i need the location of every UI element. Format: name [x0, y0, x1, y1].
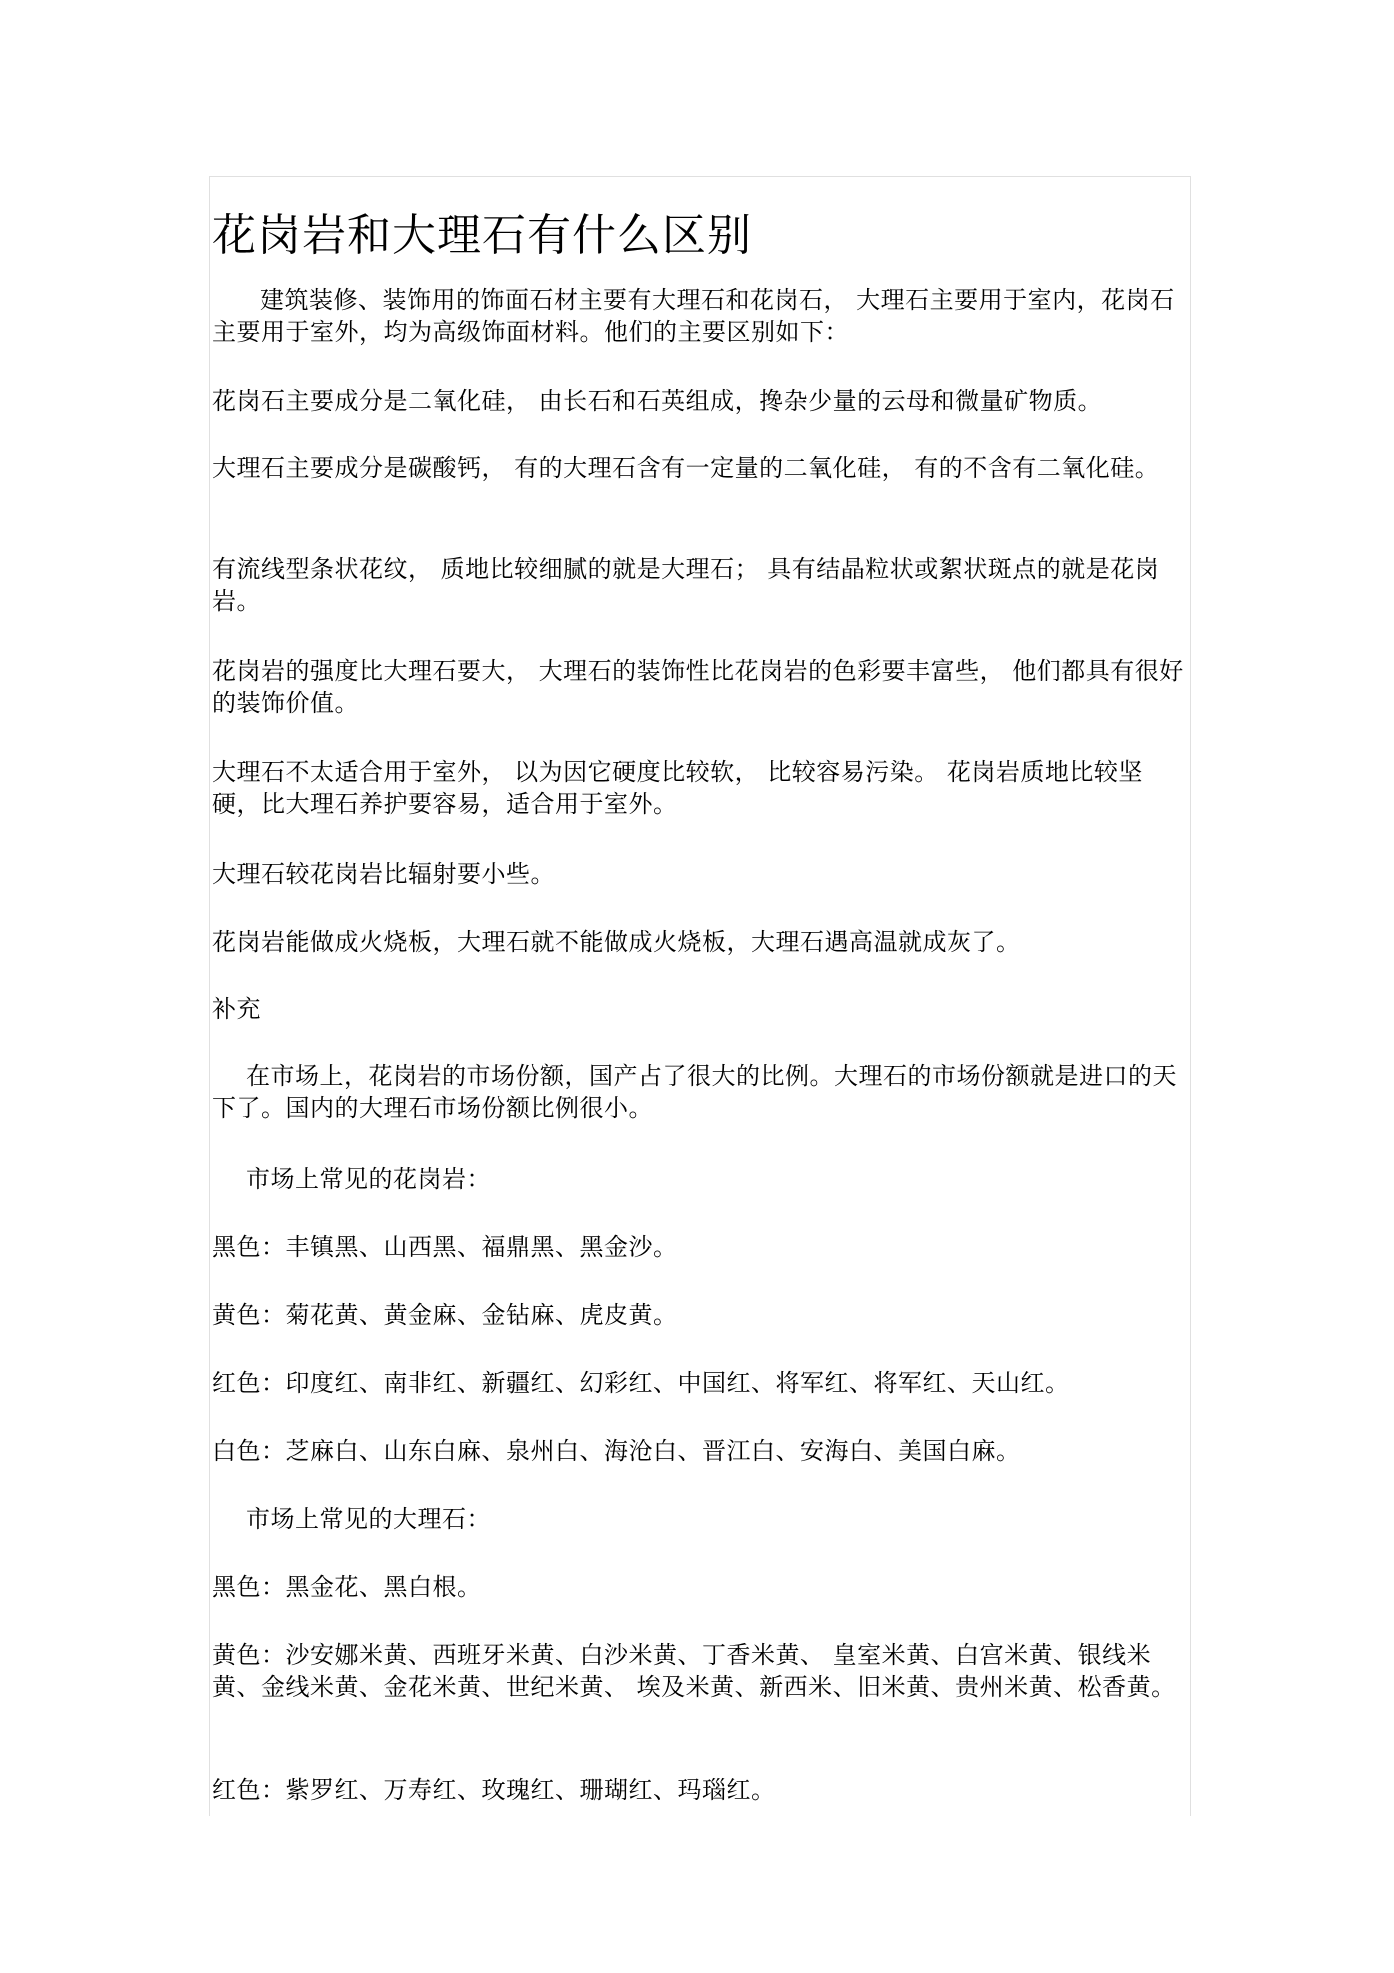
paragraph-common-marble-heading: 市场上常见的大理石： [246, 1505, 491, 1533]
paragraph-market-share: 在市场上，花岗岩的市场份额，国产占了很大的比例。大理石的市场份额就是进口的天下了。国内的大理石市场份额比例很小。 [212, 1062, 1177, 1122]
paragraph-strength: 花岗岩的强度比大理石要大， 大理石的装饰性比花岗岩的色彩要丰富些， 他们都具有很好的装饰价值。 [212, 657, 1184, 717]
document-title: 花岗岩和大理石有什么区别 [212, 210, 752, 261]
paragraph-marble-black: 黑色：黑金花、黑白根。 [212, 1573, 482, 1601]
paragraph-common-granite-heading: 市场上常见的花岗岩： [246, 1165, 491, 1193]
paragraph-outdoor-use: 大理石不太适合用于室外， 以为因它硬度比较软， 比较容易污染。 花岗岩质地比较坚硬，比大理石养护要容易，适合用于室外。 [212, 758, 1143, 818]
paragraph-granite-white: 白色：芝麻白、山东白麻、泉州白、海沧白、晋江白、安海白、美国白麻。 [212, 1437, 1021, 1465]
paragraph-texture: 有流线型条状花纹， 质地比较细腻的就是大理石； 具有结晶粒状或絮状斑点的就是花岗岩。 [212, 555, 1160, 615]
paragraph-marble-composition: 大理石主要成分是碳酸钙， 有的大理石含有一定量的二氧化硅， 有的不含有二氧化硅。 [212, 454, 1160, 482]
paragraph-granite-yellow: 黄色：菊花黄、黄金麻、金钻麻、虎皮黄。 [212, 1301, 678, 1329]
paragraph-marble-yellow: 黄色：沙安娜米黄、西班牙米黄、白沙米黄、丁香米黄、 皇室米黄、白宫米黄、银线米黄、金线米黄、金花米黄、世纪米黄、 埃及米黄、新西米、旧米黄、贵州米黄、松香黄。 [212, 1641, 1176, 1701]
paragraph-radiation: 大理石较花岗岩比辐射要小些。 [212, 860, 555, 888]
paragraph-marble-red: 红色：紫罗红、万寿红、玫瑰红、珊瑚红、玛瑙红。 [212, 1776, 776, 1804]
paragraph-granite-composition: 花岗石主要成分是二氧化硅， 由长石和石英组成，搀杂少量的云母和微量矿物质。 [212, 387, 1103, 415]
paragraph-granite-black: 黑色：丰镇黑、山西黑、福鼎黑、黑金沙。 [212, 1233, 678, 1261]
paragraph-intro: 建筑装修、装饰用的饰面石材主要有大理石和花岗石， 大理石主要用于室内，花岗石主要用于室外，均为高级饰面材料。他们的主要区别如下： [212, 286, 1175, 346]
paragraph-granite-red: 红色：印度红、南非红、新疆红、幻彩红、中国红、将军红、将军红、天山红。 [212, 1369, 1070, 1397]
paragraph-flamed-board: 花岗岩能做成火烧板，大理石就不能做成火烧板，大理石遇高温就成灰了。 [212, 928, 1021, 956]
paragraph-supplement-heading: 补充 [212, 995, 261, 1023]
